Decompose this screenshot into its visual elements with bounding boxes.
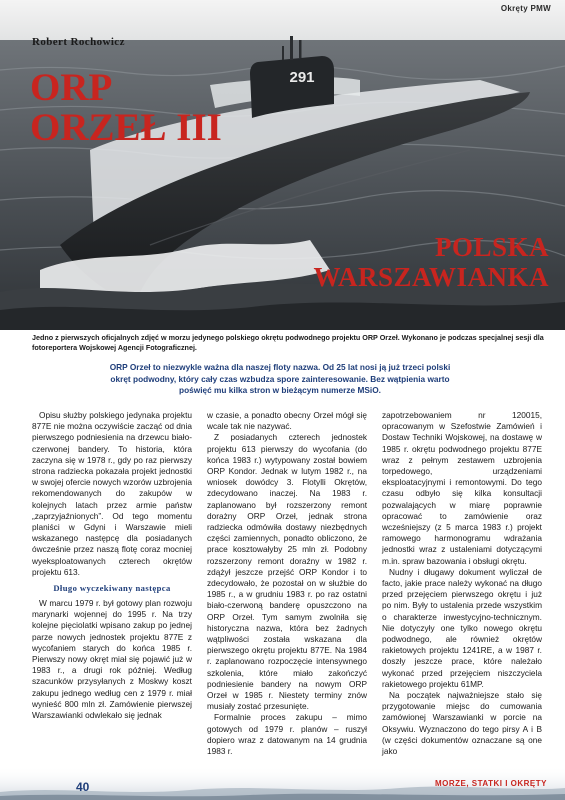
column-1 bbox=[32, 410, 192, 756]
article-subtitle bbox=[313, 232, 549, 292]
paragraph: Z posiadanych czterech jednostek projektu 613 pierwszy do wycofania (do końca 1983 r.) wytypowany został bowiem ORP Kondor. Jednak w lutym 1982 r., na wniosek dowódcy 3. Flotylli Okrętów, zdecydowano inaczej. Na 1983 r. zaplanowano był rozszerzony remont dorażny ORP Orzeł, jednak strona radziecka odmówiła dostawy niezbędnych części zamiennych, ponadto obliczono, że prace kosztowałyby 25 mln zł. Podobny rozszerzony remont doraźny w 1982 r. zdążył jeszcze przejść ORP Kondor i to zdecydowało, że pozostał on w służbie do 1985 r., a w grudniu 1983 r. po raz ostatni biało-czerwoną banderę opuszczono na ORP Orzeł. Tym samym zwolniła się historyczna nazwa, która bez żadnych wątpliwości została wskazana dla pierwszego okrętu projektu 877E. Na 1984 r. zaplanowano rozpoczęcie intensywnego szkolenia, które miało zakończyć podniesienie bandery na nowym ORP Orzeł w 1985 r. Niestety terminy znów musiały zostać przesunięte. bbox=[207, 432, 367, 712]
paragraph: Formalnie proces zakupu – mimo gotowych od 1979 r. planów – ruszył dopiero wraz z datowanym na 14 grudnia 1983 r. bbox=[207, 712, 367, 757]
article-title-line-1: ORP bbox=[30, 66, 113, 109]
paragraph: Opisu służby polskiego jedynaka projektu 877E nie można oczywiście zacząć od dnia pierwszego podniesienia na drzewcu biało-czerwonej bandery. To historia, która zaczyna się w 1978 r., gdy po raz pierwszy strona radziecka pokazała projekt jednostki w swojej ofercie nowych wzorów uzbrojenia rekomendowanych do zakupów w kolejnych latach przez armie państw „zaprzyjaźnionych”. Od tego momentu planiści w Gdyni i Warszawie mieli wskazanego następcę dla posiadanych ówcześnie przez naszą flotę coraz mocniej wyeksploatowanych czterech okrętów projektu 613. bbox=[32, 410, 193, 577]
paragraph: w czasie, a ponadto obecny Orzeł mógł się wcale tak nie nazywać. bbox=[207, 410, 367, 432]
article-title-line-2: ORZEŁ III bbox=[30, 106, 222, 149]
paragraph: Nudny i długawy dokument wyliczał de facto, jakie prace należy wykonać na długo przed przejęciem pierwszego okrętu i już po nim. Były to ustalenia przede wszystkim o charakterze inwestycyjno-technicznym. Nie dotyczyły one tylko nowego okrętu podwodnego, ale również okrętów rakietowych projektu 1241RE, a w 1987 r. doszły jeszcze prace, które należało wykonać przed przejęciem niszczyciela rakietowego projektu 61MP. bbox=[382, 566, 542, 689]
paragraph: Na początek najważniejsze stało się przygotowanie miejsc do cumowania zamówionej Warszawianki w porcie na Oksywiu. Wyznaczono do tego pirsy A i B (w części dokumentów oznaczane są one jako bbox=[382, 690, 542, 757]
article-title bbox=[30, 68, 222, 148]
author-name: Robert Rochowicz bbox=[32, 36, 125, 48]
section-tag: Okręty PMW bbox=[500, 4, 551, 13]
page-number: 40 bbox=[76, 780, 90, 794]
hull-number: 291 bbox=[289, 69, 315, 86]
article-body bbox=[32, 410, 542, 756]
paragraph: W marcu 1979 r. był gotowy plan rozwoju marynarki wojennej do 1995 r. Na trzy kolejne pięciolatki wpisano zakup po jednej parze nowych jednostek projektu 877E z wycofaniem starych do końca 1985 r. Pierwszy nowy okręt miał się pojawić już w 1983 r., a drugi rok później. Według szacunków przysyłanych z Moskwy koszt zakupu jednego według cen z 1979 r. miał wynieść 800 mln zł. Zamówienie pierwszej Warszawianki odwlekało się jednak bbox=[32, 598, 192, 721]
column-3 bbox=[382, 410, 542, 756]
section-heading: Długo wyczekiwany następca bbox=[53, 583, 171, 594]
photo-caption: Jedno z pierwszych oficjalnych zdjęć w morzu jedynego polskiego okrętu podwodnego projektu ORP Orzeł. Wykonano je podczas specjalnej sesji dla fotoreportera Wojskowej Agencji Fotograficznej. bbox=[32, 333, 544, 352]
article-subtitle-line-1: POLSKA bbox=[434, 232, 549, 262]
article-subtitle-line-2: WARSZAWIANKA bbox=[313, 262, 549, 292]
article-lead: ORP Orzeł to niezwykle ważna dla naszej floty nazwa. Od 25 lat nosi ją już trzeci polski okręt podwodny, który cały czas wzbudza spore zainteresowanie. Bez wątpienia warto poświęć mu kilka stron w bieżącym numerze MSiO. bbox=[109, 362, 451, 395]
magazine-name: MORZE, STATKI I OKRĘTY bbox=[434, 779, 547, 788]
column-2 bbox=[207, 410, 367, 756]
paragraph: zapotrzebowaniem nr 120015, opracowanym w Szefostwie Zamówień i Dostaw Techniki Wojskowej, na dostawę w 1985 r. okrętu podwodnego projektu 877E wraz z pełnym zestawem uzbrojenia torpedowego, urządzeniami eksploatacyjnymi i remontowymi. Do tego czasu odbyło się kilka konsultacji pozwalających w miarę poprawnie opracować to zamówienie oraz wcześniejszy (z 5 marca 1983 r.) projekt ramowego harmonogramu wdrażania jednostki wraz z ustaleniami dotyczącymi m.in. spraw bazowania i obsługi okrętu. bbox=[382, 410, 542, 566]
page-footer bbox=[0, 766, 565, 800]
hero-photo bbox=[0, 0, 565, 330]
